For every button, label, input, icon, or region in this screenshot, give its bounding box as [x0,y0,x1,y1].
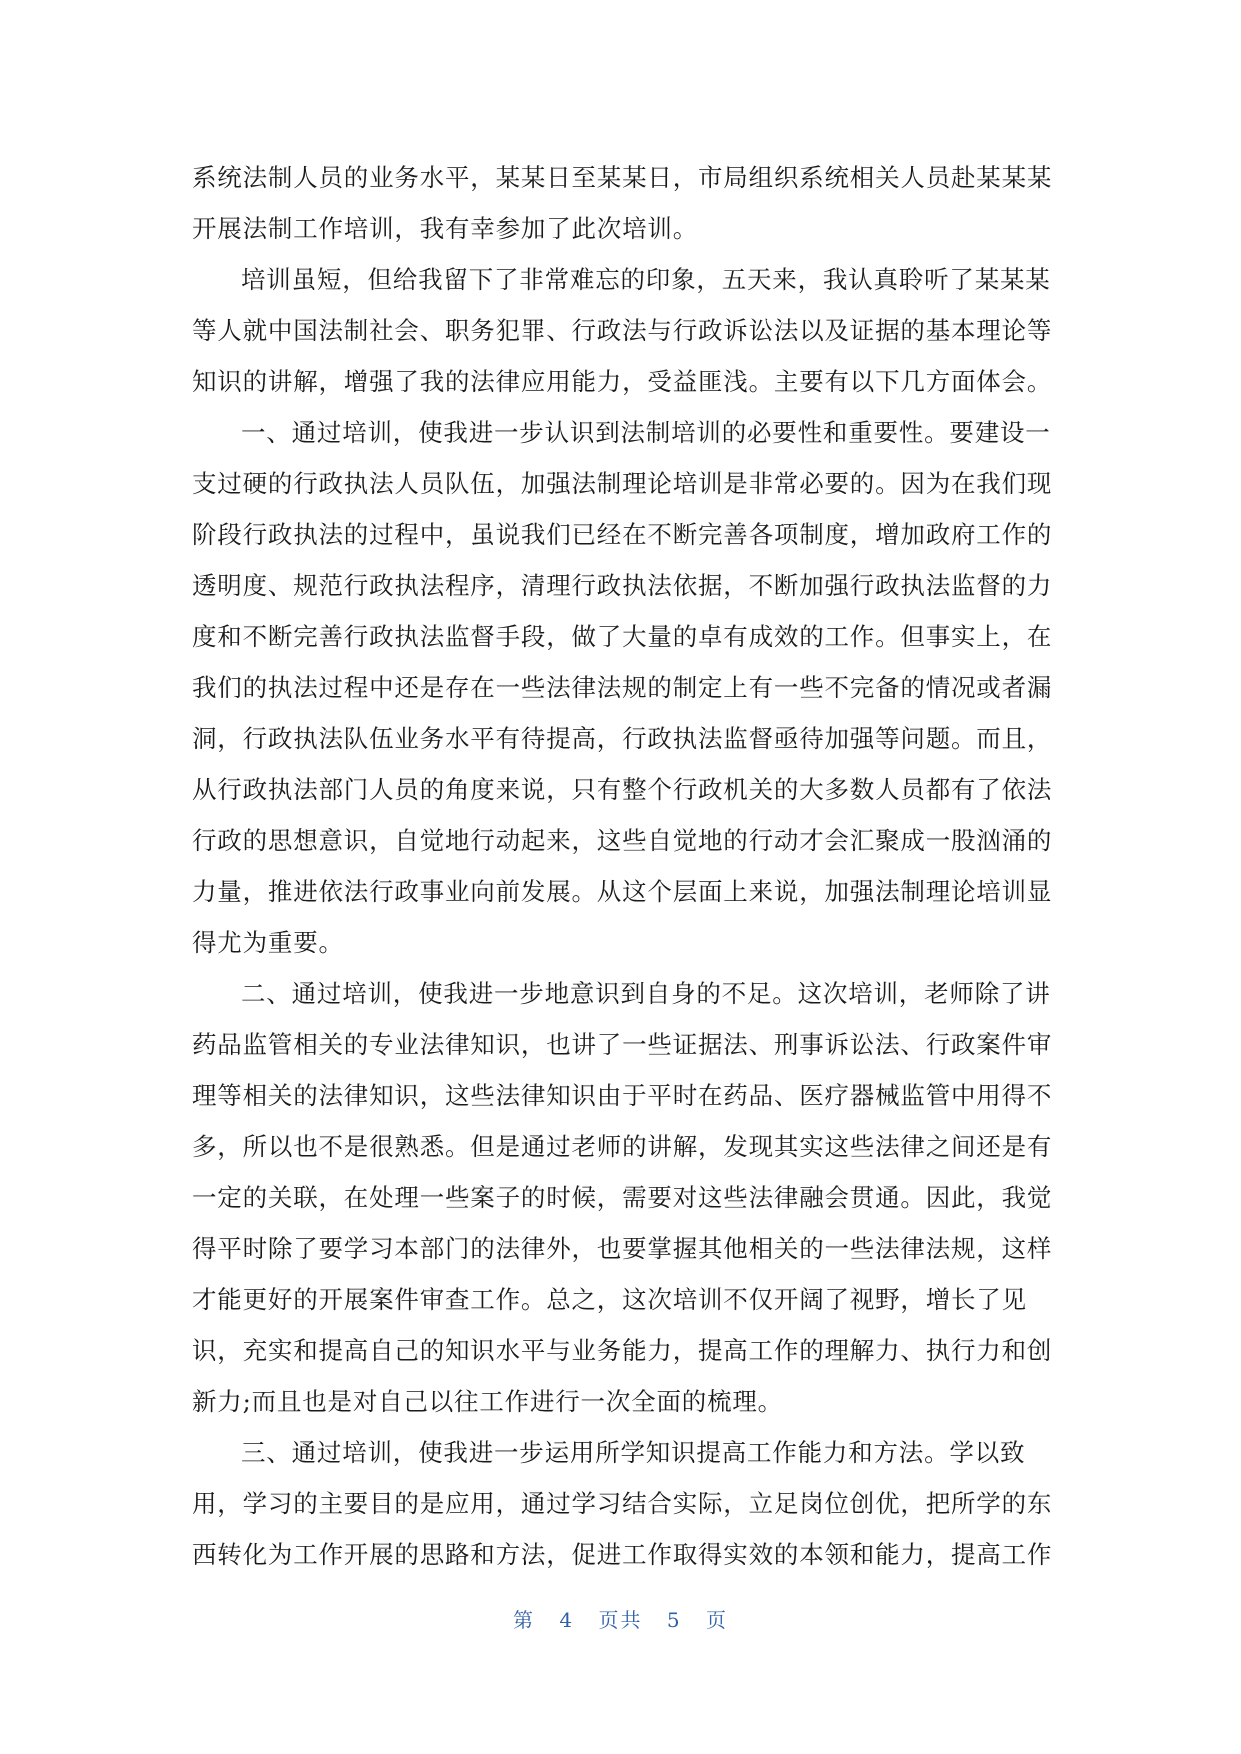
text-line: 三、通过培训，使我进一步运用所学知识提高工作能力和方法。学以致 [241,1438,1026,1467]
text-line: 开展法制工作培训，我有幸参加了此次培训。 [192,214,698,243]
text-line: 西转化为工作开展的思路和方法，促进工作取得实效的本领和能力，提高工作 [192,1540,1053,1569]
footer-prefix: 第 [513,1608,536,1632]
text-line: 得尤为重要。 [192,928,344,957]
page-footer [0,1604,1241,1633]
text-line: 洞，行政执法队伍业务水平有待提高，行政执法监督亟待加强等问题。而且， [192,724,1053,753]
text-line: 知识的讲解，增强了我的法律应用能力，受益匪浅。主要有以下几方面体会。 [192,367,1053,396]
footer-current-page: 4 [559,1608,575,1632]
text-line: 阶段行政执法的过程中，虽说我们已经在不断完善各项制度，增加政府工作的 [192,520,1053,549]
text-line: 理等相关的法律知识，这些法律知识由于平时在药品、医疗器械监管中用得不 [192,1081,1053,1110]
text-line: 二、通过培训，使我进一步地意识到自身的不足。这次培训，老师除了讲 [241,979,1051,1008]
text-line: 度和不断完善行政执法监督手段，做了大量的卓有成效的工作。但事实上，在 [192,622,1053,651]
text-line: 才能更好的开展案件审查工作。总之，这次培训不仅开阔了视野，增长了见 [192,1285,1027,1314]
text-line: 等人就中国法制社会、职务犯罪、行政法与行政诉讼法以及证据的基本理论等 [192,316,1053,345]
text-line: 透明度、规范行政执法程序，清理行政执法依据，不断加强行政执法监督的力 [192,571,1053,600]
text-line: 支过硬的行政执法人员队伍，加强法制理论培训是非常必要的。因为在我们现 [192,469,1053,498]
text-line: 一、通过培训，使我进一步认识到法制培训的必要性和重要性。要建设一 [241,418,1051,447]
text-line: 得平时除了要学习本部门的法律外，也要掌握其他相关的一些法律法规，这样 [192,1234,1053,1263]
text-line: 用，学习的主要目的是应用，通过学习结合实际，立足岗位创优，把所学的东 [192,1489,1053,1518]
text-line: 培训虽短，但给我留下了非常难忘的印象，五天来，我认真聆听了某某某 [241,265,1051,294]
text-line: 一定的关联，在处理一些案子的时候，需要对这些法律融会贯通。因此，我觉 [192,1183,1053,1212]
document-body [192,152,1053,1580]
text-line: 我们的执法过程中还是存在一些法律法规的制定上有一些不完备的情况或者漏 [192,673,1053,702]
text-line: 新力;而且也是对自己以往工作进行一次全面的梳理。 [192,1387,783,1416]
text-line: 多，所以也不是很熟悉。但是通过老师的讲解，发现其实这些法律之间还是有 [192,1132,1053,1161]
text-line: 药品监管相关的专业法律知识，也讲了一些证据法、刑事诉讼法、行政案件审 [192,1030,1053,1059]
text-line: 从行政执法部门人员的角度来说，只有整个行政机关的大多数人员都有了依法 [192,775,1053,804]
text-line: 识，充实和提高自己的知识水平与业务能力，提高工作的理解力、执行力和创 [192,1336,1053,1365]
footer-suffix: 页 [705,1608,728,1632]
footer-total-pages: 5 [666,1608,682,1632]
text-line: 行政的思想意识，自觉地行动起来，这些自觉地的行动才会汇聚成一股汹涌的 [192,826,1053,855]
text-line: 力量，推进依法行政事业向前发展。从这个层面上来说，加强法制理论培训显 [192,877,1053,906]
text-line: 系统法制人员的业务水平，某某日至某某日，市局组织系统相关人员赴某某某 [192,163,1053,192]
footer-middle: 页共 [598,1608,643,1632]
